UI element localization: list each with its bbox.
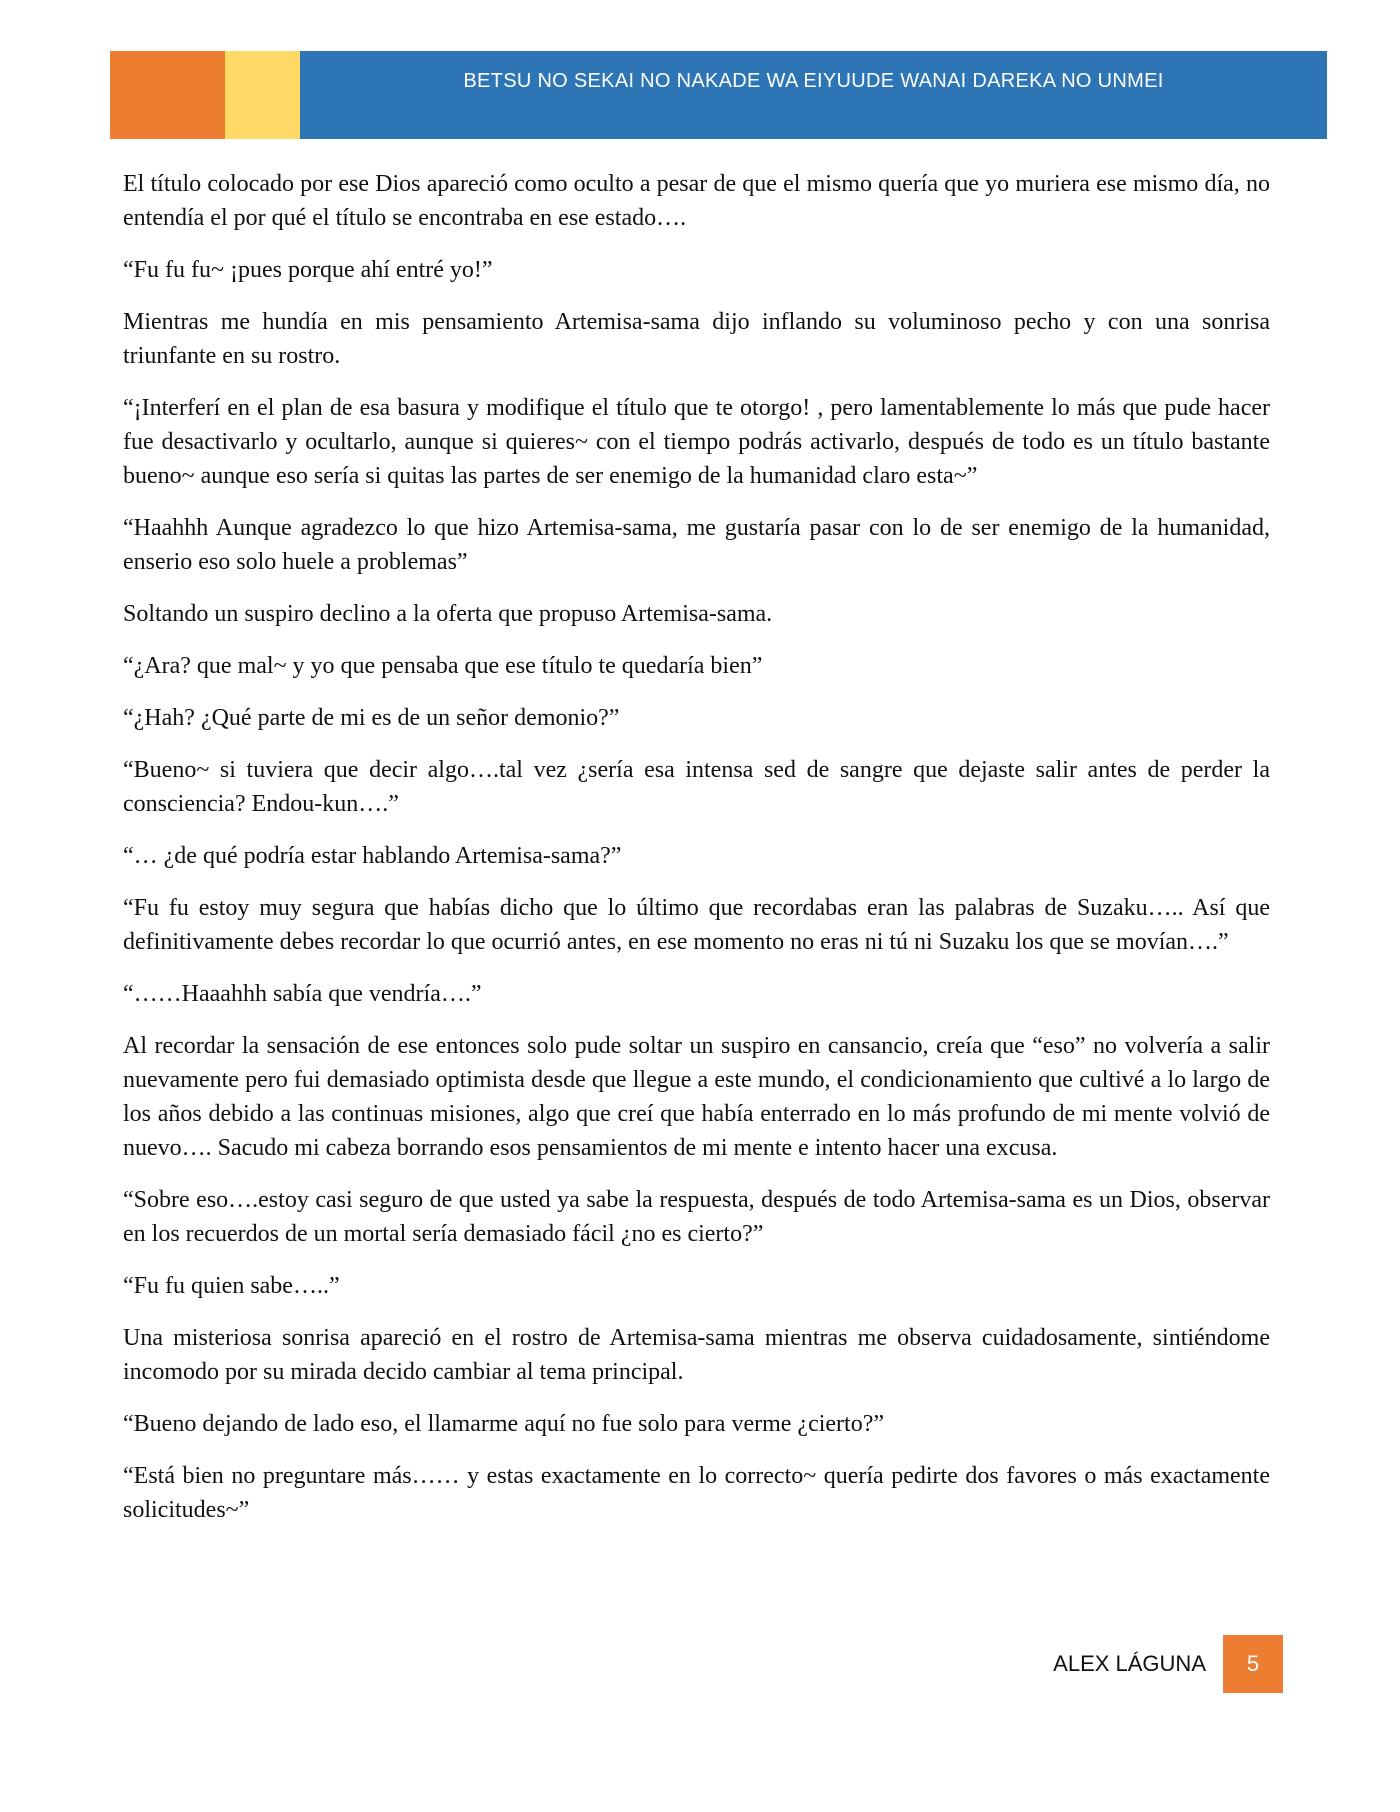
body-text: [123, 167, 1270, 1545]
header-title-bar: [300, 51, 1327, 139]
paragraph: “¿Hah? ¿Qué parte de mi es de un señor demonio?”: [123, 705, 620, 731]
page-footer: [1000, 1635, 1283, 1693]
paragraph: Una misteriosa sonrisa apareció en el rostro de Artemisa-sama mientras me observa cuidadosamente, sintiéndome incomodo por su mirada decido cambiar al tema principal.: [123, 1325, 1270, 1385]
paragraph: “¿Ara? que mal~ y yo que pensaba que ese título te quedaría bien”: [123, 653, 763, 679]
paragraph: “Fu fu fu~ ¡pues porque ahí entré yo!”: [123, 257, 493, 283]
paragraph: “Haahhh Aunque agradezco lo que hizo Artemisa-sama, me gustaría pasar con lo de ser enemigo de la humanidad, enserio eso solo huele a problemas”: [123, 515, 1270, 575]
header-title: BETSU NO SEKAI NO NAKADE WA EIYUUDE WANAI DAREKA NO UNMEI: [463, 70, 1164, 92]
paragraph: “Fu fu quien sabe…..”: [123, 1273, 340, 1299]
paragraph: “Bueno~ si tuviera que decir algo….tal vez ¿sería esa intensa sed de sangre que dejaste salir antes de perder la consciencia? Endou-kun….”: [123, 757, 1270, 817]
page-header: [110, 51, 1327, 139]
paragraph: “Fu fu estoy muy segura que habías dicho que lo último que recordabas eran las palabras de Suzaku….. Así que definitivamente debes recordar lo que ocurrió antes, en ese momento no eras ni tú ni Suzaku los que se movían….”: [123, 895, 1270, 955]
paragraph: Mientras me hundía en mis pensamiento Artemisa-sama dijo inflando su voluminoso pecho y con una sonrisa triunfante en su rostro.: [123, 309, 1270, 369]
header-orange-block: [110, 51, 225, 139]
paragraph: “… ¿de qué podría estar hablando Artemisa-sama?”: [123, 843, 622, 869]
paragraph: “Bueno dejando de lado eso, el llamarme aquí no fue solo para verme ¿cierto?”: [123, 1411, 885, 1437]
paragraph: El título colocado por ese Dios apareció como oculto a pesar de que el mismo quería que yo muriera ese mismo día, no entendía el por qué el título se encontraba en ese estado….: [123, 171, 1270, 231]
paragraph: “Está bien no preguntare más…… y estas exactamente en lo correcto~ quería pedirte dos favores o más exactamente solicitudes~”: [123, 1463, 1270, 1523]
paragraph: “……Haaahhh sabía que vendría….”: [123, 981, 482, 1007]
header-yellow-block: [225, 51, 300, 139]
paragraph: “Sobre eso….estoy casi seguro de que usted ya sabe la respuesta, después de todo Artemisa-sama es un Dios, observar en los recuerdos de un mortal sería demasiado fácil ¿no es cierto?”: [123, 1187, 1270, 1247]
paragraph: “¡Interferí en el plan de esa basura y modifique el título que te otorgo! , pero lamentablemente lo más que pude hacer fue desactivarlo y ocultarlo, aunque si quieres~ con el tiempo podrás activarlo, después de todo es un título bastante bueno~ aunque eso sería si quitas las partes de ser enemigo de la humanidad claro esta~”: [123, 395, 1270, 489]
footer-author: ALEX LÁGUNA: [1053, 1651, 1206, 1676]
paragraph: Al recordar la sensación de ese entonces solo pude soltar un suspiro en cansancio, creía que “eso” no volvería a salir nuevamente pero fui demasiado optimista desde que llegue a este mundo, el condicionamiento que cultivé a lo largo de los años debido a las continuas misiones, algo que creí que había enterrado en lo más profundo de mi mente volvió de nuevo…. Sacudo mi cabeza borrando esos pensamientos de mi mente e intento hacer una excusa.: [123, 1033, 1270, 1161]
paragraph: Soltando un suspiro declino a la oferta que propuso Artemisa-sama.: [123, 601, 773, 627]
page-number: 5: [1223, 1635, 1283, 1693]
